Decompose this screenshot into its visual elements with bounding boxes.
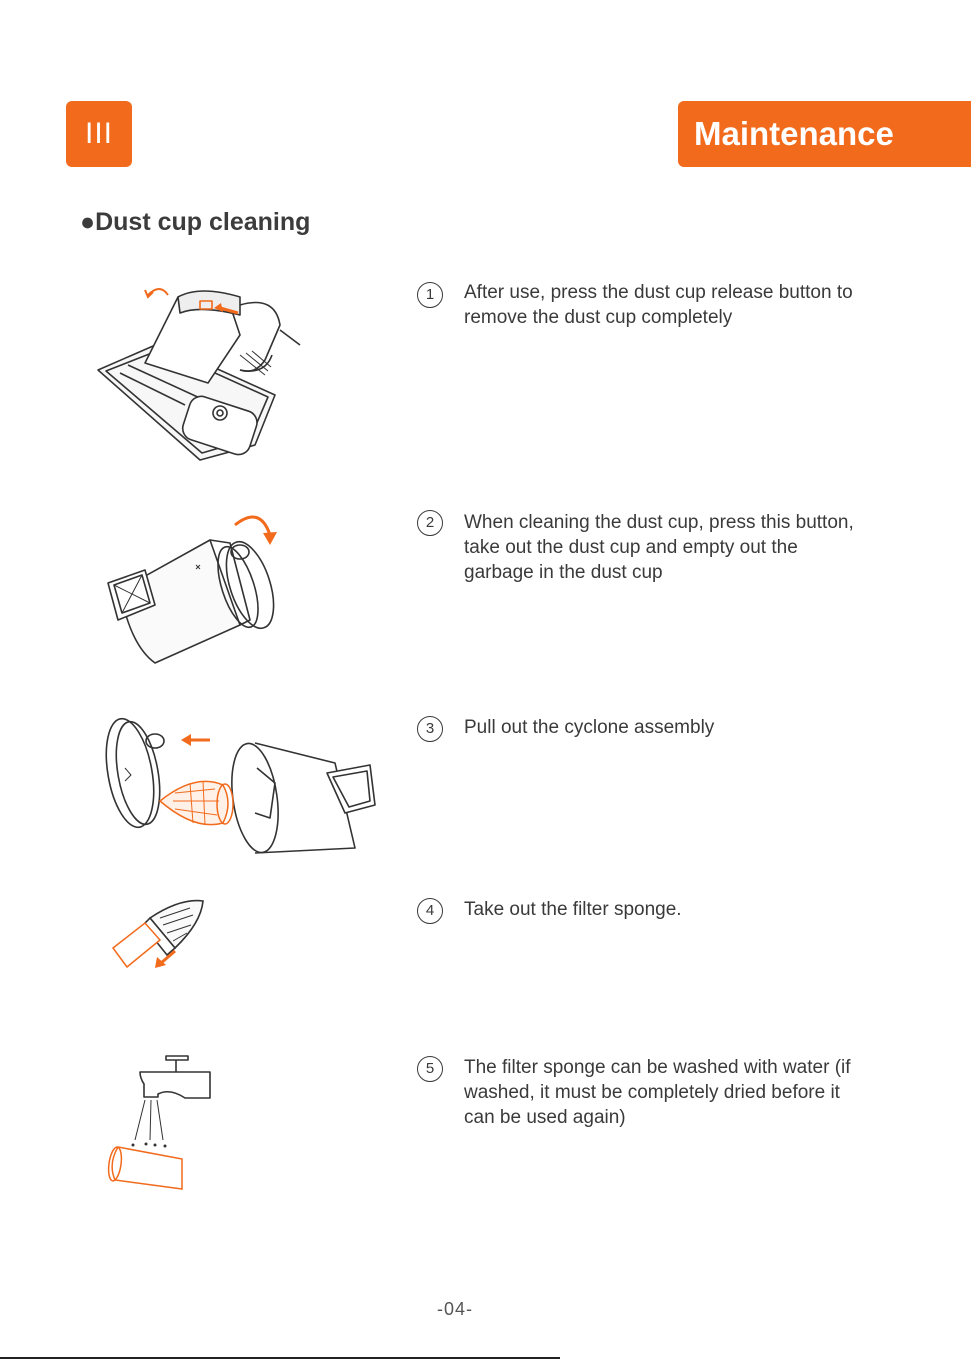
- step-number: 5: [417, 1056, 443, 1082]
- step-text: The filter sponge can be washed with water (if washed, it must be completely dried before it can be used again): [464, 1057, 851, 1128]
- dust-cup-illustration: [100, 505, 285, 670]
- step-number: 2: [417, 510, 443, 536]
- step-text: When cleaning the dust cup, press this button, take out the dust cup and empty out the garbage in the dust cup: [464, 512, 854, 583]
- step-text: Take out the filter sponge.: [464, 899, 682, 920]
- page-number: -04-: [436, 1299, 473, 1319]
- section-title-banner: Maintenance: [678, 101, 971, 167]
- step-text: Pull out the cyclone assembly: [464, 717, 715, 738]
- bottom-rule: [0, 1357, 560, 1359]
- cyclone-illustration: [105, 713, 385, 858]
- chapter-badge: III: [66, 101, 132, 167]
- step-text: After use, press the dust cup release button to remove the dust cup completely: [464, 282, 853, 328]
- faucet-illustration: [100, 1052, 220, 1194]
- section-subtitle: ●Dust cup cleaning: [80, 208, 311, 236]
- filter-illustration: [105, 893, 210, 973]
- step-number: 4: [417, 898, 443, 924]
- vacuum-illustration: [90, 275, 305, 465]
- step-number: 3: [417, 716, 443, 742]
- step-number: 1: [417, 282, 443, 308]
